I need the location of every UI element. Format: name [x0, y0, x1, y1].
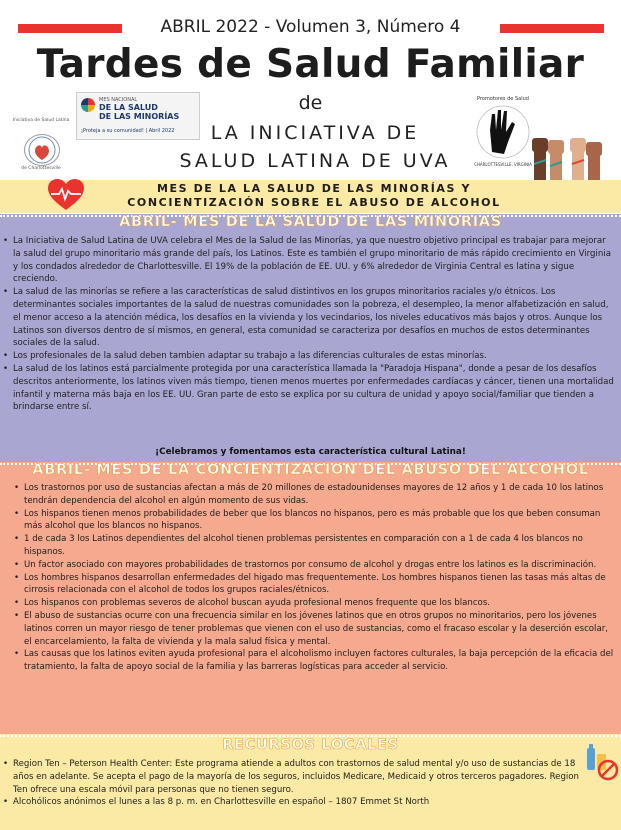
- list-item: • La salud de las minorías se refiere a las características de salud distintivos en los grupos minoritarios raciales y/o étnicos. Los determinantes sociales importantes de la salud de nuestras comunidades son la pobreza, el desempleo, la menor alfabetización en salud, el menor acceso a la atención médica, los desafíos en la vivienda y los vecindarios, los niveles educativos más bajos y otros. Aunque los Latinos son diversos dentro de sí mismos, en general, esta comunidad se caracteriza por desafíos en muchos de estos determinantes sociales de la salud.: [3, 286, 615, 350]
- issue-line: ABRIL 2022 - Volumen 3, Número 4: [160, 17, 461, 37]
- section1-bullet-list: [3, 235, 615, 414]
- section3-heading: RECURSOS LOCALES: [222, 737, 399, 753]
- section2-bullet-list: [14, 482, 614, 674]
- list-item: • El abuso de sustancias ocurre con una frecuencia similar en los jóvenes latinos que en otros grupos no minoritarios, pero los jóvenes latinos corren un mayor riesgo de tener problemas que vienen con el uso de sustancias, como el fracaso escolar y la deserción escolar, el encarcelamiento, la falta de vivienda y la mala salud física y mental.: [14, 610, 614, 648]
- section3-bullet-list: [3, 758, 583, 809]
- banner-line2: CONCIENTIZACIÓN SOBRE EL ABUSO DE ALCOHOL: [127, 196, 501, 209]
- list-item: • Alcohólicos anónimos el lunes a las 8 p. m. en Charlottesville en español – 1807 Emmet St North: [3, 796, 583, 809]
- list-item: • Region Ten – Peterson Health Center: Este programa atiende a adultos con trastornos de salud mental y/o uso de sustancias de 18 años en adelante. Se acepta el pago de la mayoría de los seguros, incluidos Medicare, Medicaid y otros terceros pagadores. Region Ten ofrece una escala móvil para personas que no tienen seguro.: [3, 758, 583, 796]
- banner-line1: MES DE LA LA SALUD DE LAS MINORÍAS Y: [156, 182, 472, 195]
- list-item: • Los hispanos con problemas severos de alcohol buscan ayuda profesional menos frequente que los blancos.: [14, 597, 614, 610]
- promotores-de-salud-logo: Promotores de Salud CHARLOTTESVILLE, VIRGINIA: [470, 94, 536, 172]
- section1-closing-line: ¡Celebramos y fomentamos esta característica cultural Latina!: [155, 447, 466, 457]
- list-item: • La salud de los latinos está parcialmente protegida por una característica llamada la "Paradoja Hispana", donde a pesar de los desafíos descritos anteriormente, los latinos viven más tiempo, tienen menos muertes por enfermedades cardíacas y cáncer, tienen una mortalidad infantil y materna más baja en los EE. UU. Gran parte de esto se explica por su cultura de unidad y apoyo social/familiar que tienden a brindarse entre sí.: [3, 363, 615, 414]
- list-item: • Los hombres hispanos desarrollan enfermedades del higado mas frequentemente. Los hombres hispanos tienen las tasas más altas de cirrosis relacionada con el alcohol de todos los grupos raciales/étnicos.: [14, 572, 614, 598]
- list-item: • La Iniciativa de Salud Latina de UVA celebra el Mes de la Salud de las Minorías, ya que nuestro objetivo principal es trabajar para mejorar la salud del grupo minoritario más grande del país, los Latinos. Este es también el grupo minoritario de más rápido crecimiento en Virginia y los condados alrededor de Charlottesville. El 19% de la población de EE. UU. y 6% alrededor de Virginia Central es latina y sigue creciendo.: [3, 235, 615, 286]
- title-connector: de: [298, 92, 323, 114]
- colored-circle-icon: [81, 98, 95, 112]
- list-item: • 1 de cada 3 los Latinos dependientes del alcohol tienen problemas persistentes en comparación con a 1 de cada 4 los blancos no hispanos.: [14, 533, 614, 559]
- list-item: • Las causas que los latinos eviten ayuda profesional para el alcoholismo incluyen factores culturales, la baja percepción de la eficacia del tratamiento, la falta de apoyo social de la familia y las barreras logísticas para acceder al servicio.: [14, 648, 614, 674]
- raised-fists-icon: [520, 130, 616, 182]
- list-item: • Los profesionales de la salud deben tambien adaptar su trabajo a las diferencias culturales de estas minorías.: [3, 350, 615, 363]
- list-item: • Los trastornos por uso de sustancias afectan a más de 20 millones de estadounidenses mayores de 12 años y 1 de cada 10 los latinos tendrán dependencia del alcohol en algún momento de sus vidas.: [14, 482, 614, 508]
- initiative-name-line1: LA INICIATIVA DE: [210, 122, 420, 144]
- initiative-name-line2: SALUD LATINA DE UVA: [179, 150, 451, 172]
- list-item: • Un factor asociado con mayores probabilidades de trastornos por consumo de alcohol y drogas entre los latinos es la discriminación.: [14, 559, 614, 572]
- no-alcohol-icon: [583, 742, 619, 782]
- newsletter-title: Tardes de Salud Familiar: [36, 42, 585, 87]
- latino-health-initiative-logo: Iniciativa de Salud Latina de Charlottesville: [12, 118, 70, 171]
- list-item: • Los hispanos tienen menos probabilidades de beber que los blancos no hispanos, pero es más probable que los que beben consuman más alcohol que los blancos no hispanos.: [14, 508, 614, 534]
- globe-hands-icon: [24, 134, 60, 166]
- section1-heading: ABRIL- MES DE LA SALUD DE LAS MINORIAS: [119, 214, 502, 230]
- minority-health-month-logo: MES NACIONAL DE LA SALUD DE LAS MINORÍAS ¡Proteja a su comunidad! | Abril 2022: [76, 92, 200, 140]
- section2-heading: ABRIL- MES DE LA CONCIENTIZACION DEL ABUSO DEL ALCOHOL: [32, 462, 589, 478]
